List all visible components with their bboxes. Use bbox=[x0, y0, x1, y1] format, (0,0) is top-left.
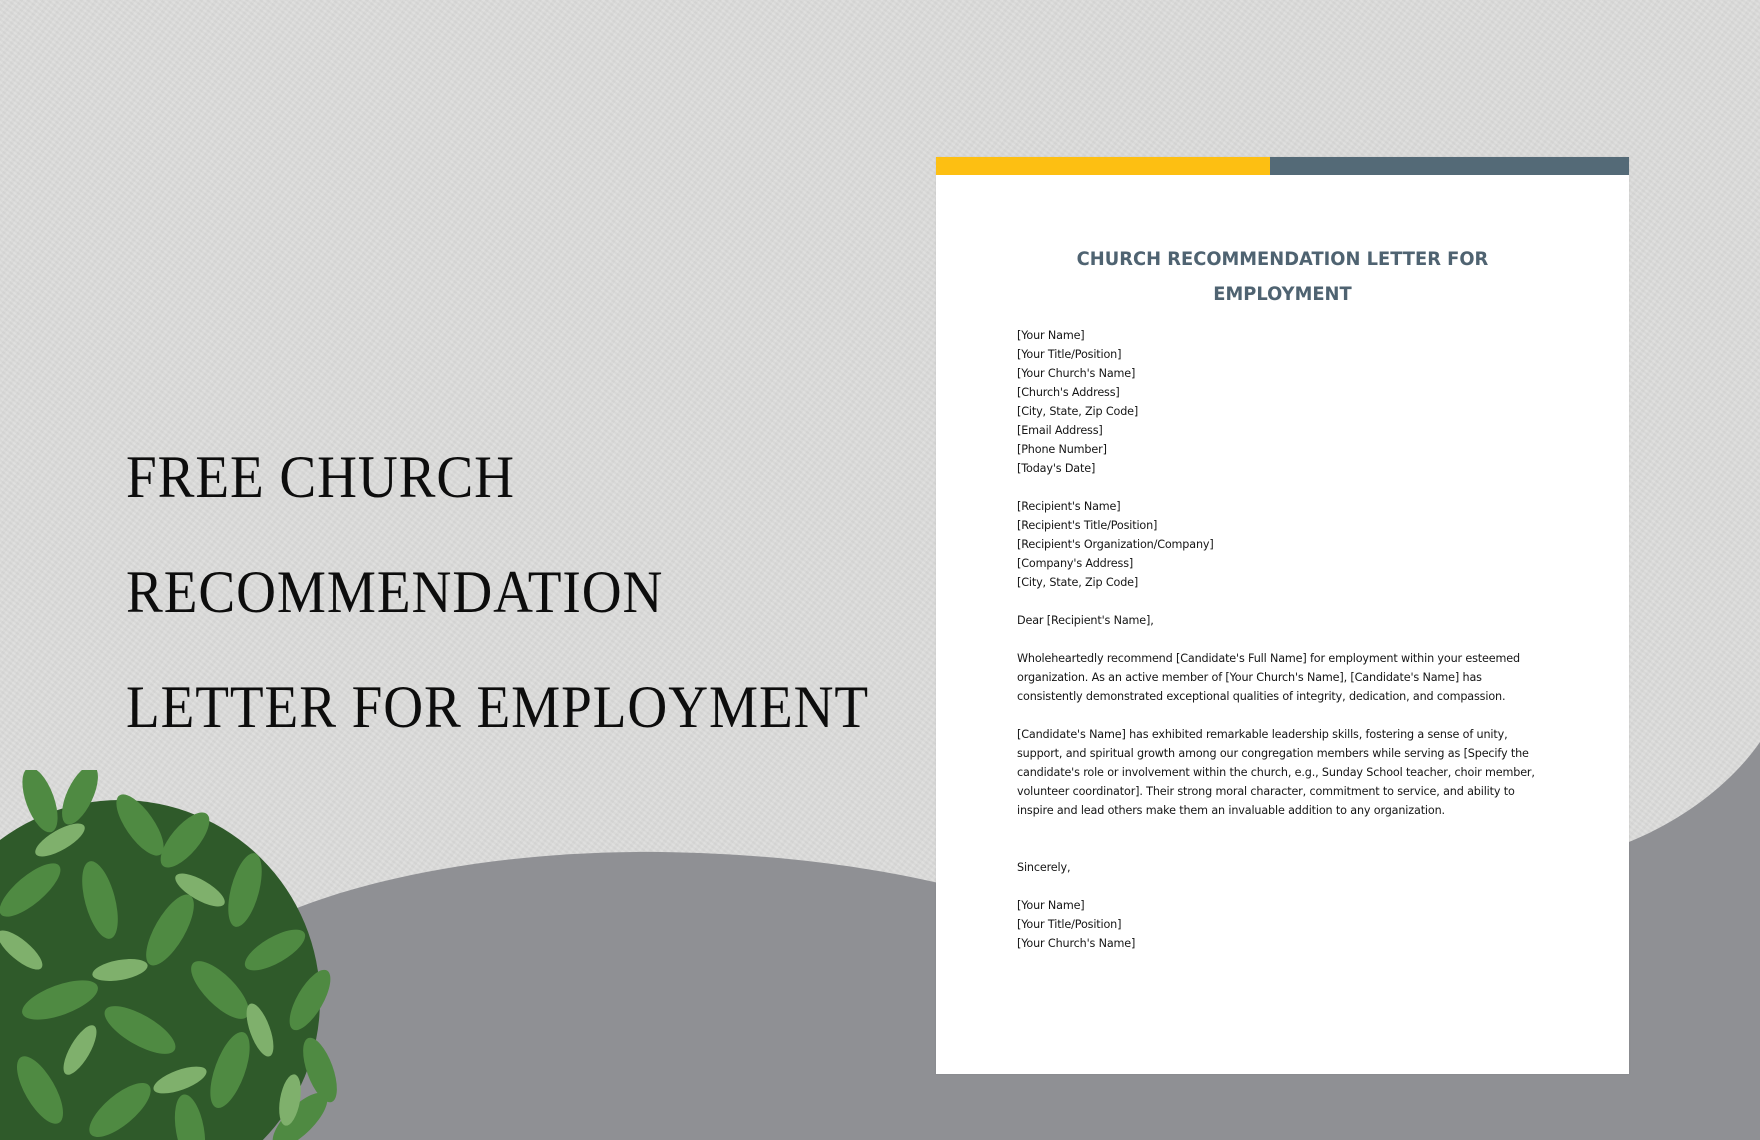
church-address: [Church's Address] bbox=[1017, 386, 1120, 399]
header-bar-slate bbox=[1270, 157, 1629, 175]
sender-name: [Your Name] bbox=[1017, 329, 1085, 342]
salutation: Dear [Recipient's Name], bbox=[1017, 614, 1154, 627]
paragraph-1 bbox=[1017, 649, 1557, 706]
hero-heading-line-1: FREE CHURCH bbox=[126, 444, 515, 510]
recipient-city-state-zip: [City, State, Zip Code] bbox=[1017, 576, 1139, 589]
signature-church: [Your Church's Name] bbox=[1017, 937, 1136, 950]
paragraph-2-line: candidate's role or involvement within the church, e.g., Sunday School teacher, choir member, bbox=[1017, 766, 1535, 779]
sender-title: [Your Title/Position] bbox=[1017, 348, 1122, 361]
sender-church: [Your Church's Name] bbox=[1017, 367, 1136, 380]
hero-heading bbox=[126, 420, 869, 765]
signature-title: [Your Title/Position] bbox=[1017, 918, 1122, 931]
paragraph-2-line: support, and spiritual growth among our congregation members while serving as [Specify the bbox=[1017, 747, 1529, 760]
document-title-line-1: CHURCH RECOMMENDATION LETTER FOR bbox=[1076, 248, 1489, 270]
hero-heading-line-3: LETTER FOR EMPLOYMENT bbox=[126, 674, 870, 740]
paragraph-1-line: organization. As an active member of [Your Church's Name], [Candidate's Name] has bbox=[1017, 671, 1482, 684]
recipient-name: [Recipient's Name] bbox=[1017, 500, 1121, 513]
plant-icon bbox=[0, 770, 360, 1140]
recipient-organization: [Recipient's Organization/Company] bbox=[1017, 538, 1214, 551]
paragraph-2-line: [Candidate's Name] has exhibited remarkable leadership skills, fostering a sense of unity, bbox=[1017, 728, 1508, 741]
recipient-title: [Recipient's Title/Position] bbox=[1017, 519, 1158, 532]
document-header-bar bbox=[936, 157, 1629, 175]
letter-document-preview bbox=[936, 157, 1629, 1074]
document-title-line-2: EMPLOYMENT bbox=[1213, 283, 1352, 305]
signature-name: [Your Name] bbox=[1017, 899, 1085, 912]
letter-body bbox=[1017, 326, 1557, 953]
recipient-block bbox=[1017, 497, 1557, 592]
letter-date: [Today's Date] bbox=[1017, 462, 1096, 475]
sender-phone: [Phone Number] bbox=[1017, 443, 1107, 456]
closing: Sincerely, bbox=[1017, 861, 1071, 874]
hero-heading-line-2: RECOMMENDATION bbox=[126, 559, 664, 625]
sender-block bbox=[1017, 326, 1557, 478]
sender-city-state-zip: [City, State, Zip Code] bbox=[1017, 405, 1139, 418]
document-title bbox=[957, 242, 1608, 312]
paragraph-2 bbox=[1017, 725, 1557, 820]
sender-email: [Email Address] bbox=[1017, 424, 1103, 437]
header-bar-yellow bbox=[936, 157, 1270, 175]
paragraph-1-line: Wholeheartedly recommend [Candidate's Full Name] for employment within your esteemed bbox=[1017, 652, 1520, 665]
paragraph-2-line: volunteer coordinator]. Their strong moral character, commitment to service, and ability to bbox=[1017, 785, 1515, 798]
paragraph-1-line: consistently demonstrated exceptional qualities of integrity, dedication, and compassion. bbox=[1017, 690, 1506, 703]
signature-block bbox=[1017, 896, 1557, 953]
paragraph-2-line: inspire and lead others make them an invaluable addition to any organization. bbox=[1017, 804, 1445, 817]
company-address: [Company's Address] bbox=[1017, 557, 1134, 570]
